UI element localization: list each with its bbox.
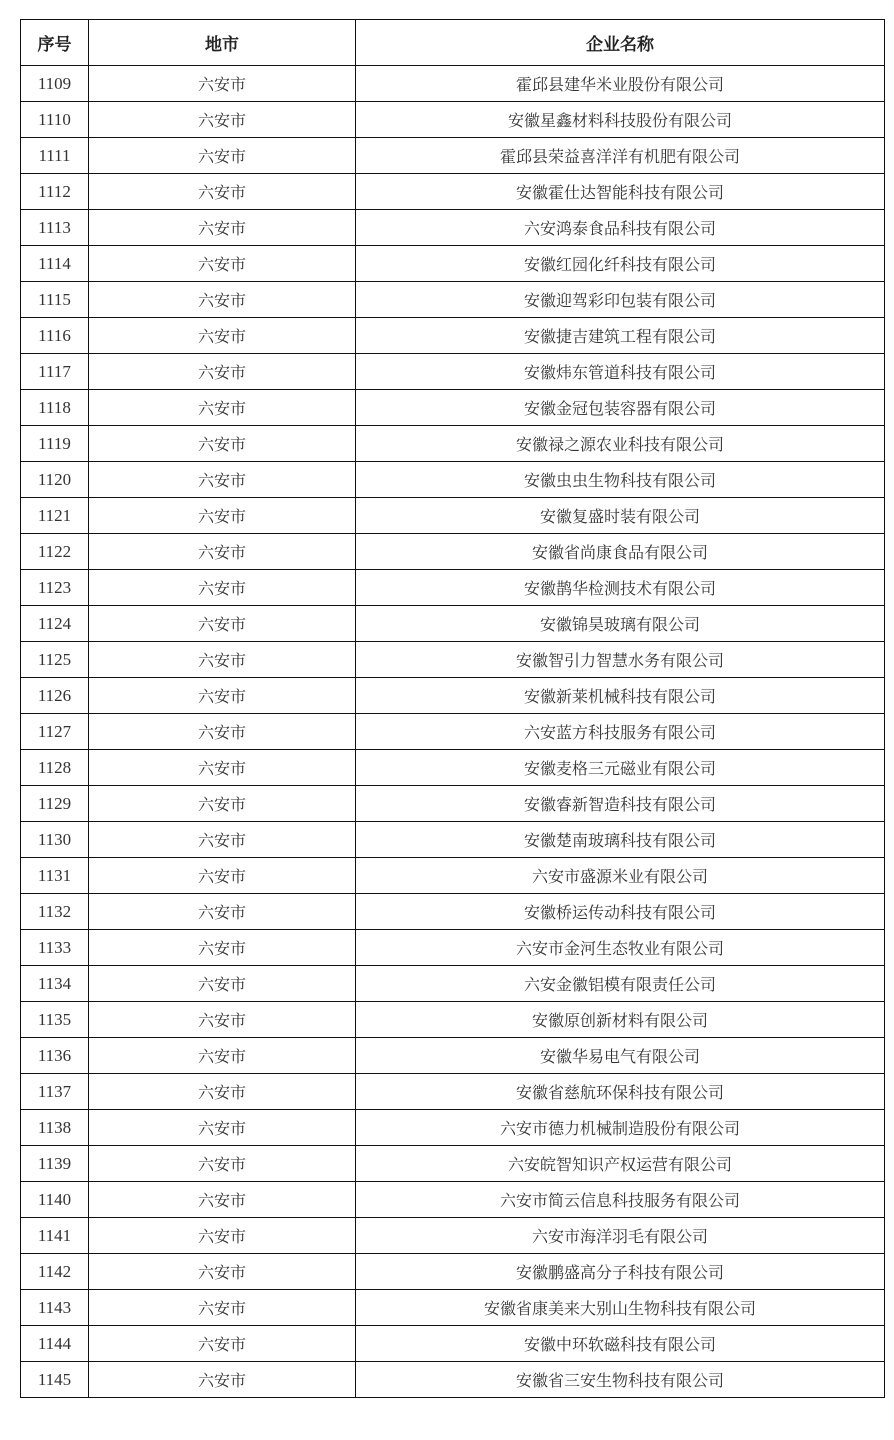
table-row xyxy=(21,1290,885,1326)
cell-index: 1131 xyxy=(21,858,89,894)
cell-company: 安徽复盛时装有限公司 xyxy=(356,498,885,534)
table-row xyxy=(21,570,885,606)
cell-city: 六安市 xyxy=(89,246,356,282)
cell-company: 六安市海洋羽毛有限公司 xyxy=(356,1218,885,1254)
cell-index: 1132 xyxy=(21,894,89,930)
cell-city: 六安市 xyxy=(89,534,356,570)
cell-index: 1142 xyxy=(21,1254,89,1290)
table-row xyxy=(21,714,885,750)
table-row xyxy=(21,282,885,318)
cell-index: 1133 xyxy=(21,930,89,966)
cell-index: 1113 xyxy=(21,210,89,246)
cell-index: 1127 xyxy=(21,714,89,750)
cell-company: 霍邱县建华米业股份有限公司 xyxy=(356,66,885,102)
cell-company: 六安皖智知识产权运营有限公司 xyxy=(356,1146,885,1182)
cell-company: 安徽楚南玻璃科技有限公司 xyxy=(356,822,885,858)
cell-index: 1134 xyxy=(21,966,89,1002)
table-row xyxy=(21,1110,885,1146)
cell-company: 安徽新莱机械科技有限公司 xyxy=(356,678,885,714)
cell-city: 六安市 xyxy=(89,714,356,750)
cell-company: 安徽金冠包装容器有限公司 xyxy=(356,390,885,426)
cell-city: 六安市 xyxy=(89,750,356,786)
table-row xyxy=(21,1182,885,1218)
table-row xyxy=(21,606,885,642)
cell-city: 六安市 xyxy=(89,930,356,966)
cell-index: 1125 xyxy=(21,642,89,678)
cell-index: 1119 xyxy=(21,426,89,462)
cell-index: 1129 xyxy=(21,786,89,822)
cell-city: 六安市 xyxy=(89,1146,356,1182)
table-row xyxy=(21,66,885,102)
cell-company: 安徽红园化纤科技有限公司 xyxy=(356,246,885,282)
table-row xyxy=(21,174,885,210)
table-row xyxy=(21,1362,885,1398)
cell-index: 1111 xyxy=(21,138,89,174)
cell-city: 六安市 xyxy=(89,1362,356,1398)
header-city: 地市 xyxy=(89,20,356,66)
cell-city: 六安市 xyxy=(89,1110,356,1146)
cell-index: 1136 xyxy=(21,1038,89,1074)
cell-company: 安徽省三安生物科技有限公司 xyxy=(356,1362,885,1398)
cell-city: 六安市 xyxy=(89,894,356,930)
cell-city: 六安市 xyxy=(89,1254,356,1290)
table-row xyxy=(21,822,885,858)
cell-city: 六安市 xyxy=(89,66,356,102)
cell-index: 1121 xyxy=(21,498,89,534)
table-row xyxy=(21,498,885,534)
table-row xyxy=(21,930,885,966)
table-row xyxy=(21,678,885,714)
table-row xyxy=(21,1326,885,1362)
cell-company: 安徽智引力智慧水务有限公司 xyxy=(356,642,885,678)
cell-company: 安徽鹊华检测技术有限公司 xyxy=(356,570,885,606)
cell-index: 1116 xyxy=(21,318,89,354)
cell-index: 1140 xyxy=(21,1182,89,1218)
table-row xyxy=(21,102,885,138)
cell-index: 1130 xyxy=(21,822,89,858)
cell-city: 六安市 xyxy=(89,570,356,606)
table-row xyxy=(21,534,885,570)
cell-company: 六安市简云信息科技服务有限公司 xyxy=(356,1182,885,1218)
cell-city: 六安市 xyxy=(89,858,356,894)
table-row xyxy=(21,426,885,462)
table-row xyxy=(21,1146,885,1182)
table-row xyxy=(21,318,885,354)
cell-index: 1124 xyxy=(21,606,89,642)
enterprise-table xyxy=(20,19,885,1398)
cell-city: 六安市 xyxy=(89,102,356,138)
cell-city: 六安市 xyxy=(89,1002,356,1038)
table-row xyxy=(21,1254,885,1290)
cell-city: 六安市 xyxy=(89,462,356,498)
table-row xyxy=(21,1002,885,1038)
cell-index: 1123 xyxy=(21,570,89,606)
cell-city: 六安市 xyxy=(89,318,356,354)
table-row xyxy=(21,1218,885,1254)
table-row xyxy=(21,354,885,390)
cell-company: 安徽鹏盛高分子科技有限公司 xyxy=(356,1254,885,1290)
cell-index: 1139 xyxy=(21,1146,89,1182)
cell-city: 六安市 xyxy=(89,174,356,210)
table-row xyxy=(21,138,885,174)
table-row xyxy=(21,1074,885,1110)
cell-company: 安徽省慈航环保科技有限公司 xyxy=(356,1074,885,1110)
cell-city: 六安市 xyxy=(89,1182,356,1218)
cell-city: 六安市 xyxy=(89,1038,356,1074)
cell-company: 六安鸿泰食品科技有限公司 xyxy=(356,210,885,246)
cell-company: 安徽省康美来大别山生物科技有限公司 xyxy=(356,1290,885,1326)
cell-company: 六安蓝方科技服务有限公司 xyxy=(356,714,885,750)
cell-city: 六安市 xyxy=(89,678,356,714)
cell-city: 六安市 xyxy=(89,390,356,426)
table-row xyxy=(21,750,885,786)
cell-company: 安徽原创新材料有限公司 xyxy=(356,1002,885,1038)
table-row xyxy=(21,210,885,246)
table-row xyxy=(21,858,885,894)
cell-city: 六安市 xyxy=(89,606,356,642)
cell-index: 1144 xyxy=(21,1326,89,1362)
table-row xyxy=(21,462,885,498)
cell-index: 1115 xyxy=(21,282,89,318)
cell-city: 六安市 xyxy=(89,354,356,390)
cell-index: 1143 xyxy=(21,1290,89,1326)
cell-index: 1110 xyxy=(21,102,89,138)
cell-company: 安徽睿新智造科技有限公司 xyxy=(356,786,885,822)
cell-index: 1120 xyxy=(21,462,89,498)
cell-index: 1109 xyxy=(21,66,89,102)
cell-index: 1118 xyxy=(21,390,89,426)
cell-city: 六安市 xyxy=(89,426,356,462)
cell-index: 1128 xyxy=(21,750,89,786)
cell-city: 六安市 xyxy=(89,822,356,858)
cell-index: 1145 xyxy=(21,1362,89,1398)
cell-city: 六安市 xyxy=(89,210,356,246)
cell-index: 1114 xyxy=(21,246,89,282)
cell-index: 1138 xyxy=(21,1110,89,1146)
cell-company: 安徽华易电气有限公司 xyxy=(356,1038,885,1074)
header-row xyxy=(21,20,885,66)
cell-company: 安徽迎驾彩印包装有限公司 xyxy=(356,282,885,318)
cell-index: 1137 xyxy=(21,1074,89,1110)
cell-company: 安徽禄之源农业科技有限公司 xyxy=(356,426,885,462)
cell-company: 安徽省尚康食品有限公司 xyxy=(356,534,885,570)
table-row xyxy=(21,894,885,930)
cell-company: 安徽中环软磁科技有限公司 xyxy=(356,1326,885,1362)
cell-company: 霍邱县荣益喜洋洋有机肥有限公司 xyxy=(356,138,885,174)
cell-company: 安徽锦昊玻璃有限公司 xyxy=(356,606,885,642)
cell-company: 安徽炜东管道科技有限公司 xyxy=(356,354,885,390)
table-row xyxy=(21,786,885,822)
cell-company: 安徽麦格三元磁业有限公司 xyxy=(356,750,885,786)
cell-city: 六安市 xyxy=(89,642,356,678)
cell-company: 安徽捷吉建筑工程有限公司 xyxy=(356,318,885,354)
cell-index: 1141 xyxy=(21,1218,89,1254)
cell-company: 六安金徽铝模有限责任公司 xyxy=(356,966,885,1002)
table-row xyxy=(21,642,885,678)
header-company: 企业名称 xyxy=(356,20,885,66)
table-row xyxy=(21,966,885,1002)
cell-city: 六安市 xyxy=(89,1290,356,1326)
cell-city: 六安市 xyxy=(89,138,356,174)
cell-company: 安徽霍仕达智能科技有限公司 xyxy=(356,174,885,210)
table-row xyxy=(21,390,885,426)
cell-company: 安徽星鑫材料科技股份有限公司 xyxy=(356,102,885,138)
cell-company: 六安市金河生态牧业有限公司 xyxy=(356,930,885,966)
header-index: 序号 xyxy=(21,20,89,66)
cell-company: 安徽虫虫生物科技有限公司 xyxy=(356,462,885,498)
cell-city: 六安市 xyxy=(89,1218,356,1254)
cell-city: 六安市 xyxy=(89,282,356,318)
cell-index: 1122 xyxy=(21,534,89,570)
cell-city: 六安市 xyxy=(89,1074,356,1110)
cell-company: 六安市盛源米业有限公司 xyxy=(356,858,885,894)
table-body xyxy=(21,66,885,1398)
cell-company: 安徽桥运传动科技有限公司 xyxy=(356,894,885,930)
cell-index: 1117 xyxy=(21,354,89,390)
cell-index: 1112 xyxy=(21,174,89,210)
cell-city: 六安市 xyxy=(89,786,356,822)
cell-city: 六安市 xyxy=(89,498,356,534)
cell-index: 1135 xyxy=(21,1002,89,1038)
cell-city: 六安市 xyxy=(89,1326,356,1362)
cell-company: 六安市德力机械制造股份有限公司 xyxy=(356,1110,885,1146)
table-row xyxy=(21,246,885,282)
cell-index: 1126 xyxy=(21,678,89,714)
cell-city: 六安市 xyxy=(89,966,356,1002)
table-row xyxy=(21,1038,885,1074)
